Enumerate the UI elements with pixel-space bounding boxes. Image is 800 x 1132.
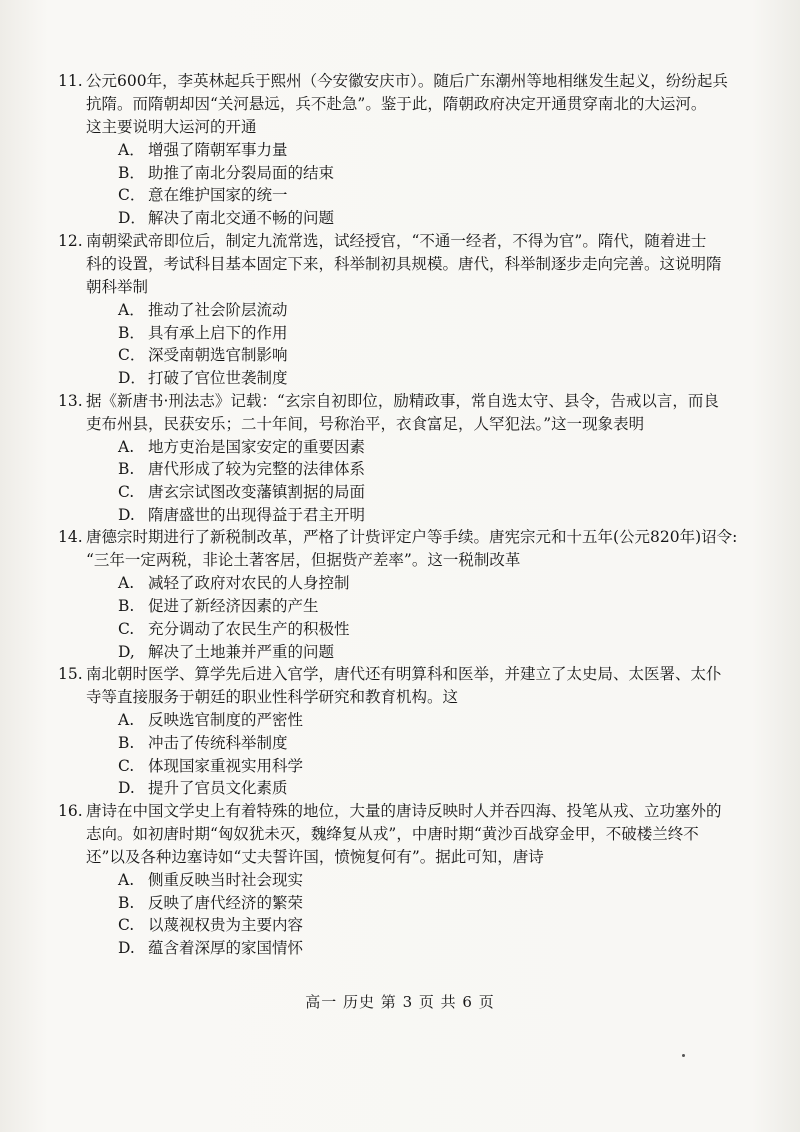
question-stem-text: 科的设置，考试科目基本固定下来，科举制初具规模。唐代，科举制逐步走向完善。这说明隋 [86, 254, 722, 273]
option-text: 深受南朝选官制影响 [148, 346, 288, 365]
option-text: 解决了南北交通不畅的问题 [148, 209, 335, 228]
question-list [58, 70, 738, 960]
answer-option [86, 367, 726, 390]
option-letter: A. [118, 871, 135, 890]
option-letter: D． [118, 209, 146, 228]
question-number: 12. [58, 231, 83, 250]
question-14 [58, 526, 738, 663]
option-text: 地方吏治是国家安定的重要因素 [148, 437, 366, 456]
option-letter: D. [118, 505, 135, 524]
answer-option [86, 777, 726, 800]
question-stem-line [86, 846, 726, 869]
question-stem-text: 南朝梁武帝即位后，制定九流常选，试经授官，“不通一经者，不得为官”。隋代，随着进士 [86, 231, 707, 250]
option-letter: B. [118, 893, 135, 912]
answer-option [86, 344, 726, 367]
question-stem-line [86, 686, 726, 709]
question-stem-line [58, 230, 726, 253]
answer-option [86, 207, 726, 230]
option-text: 意在维护国家的统一 [148, 186, 288, 205]
option-letter: A． [118, 300, 145, 319]
answer-option [86, 184, 726, 207]
option-text: 蕴含着深厚的家国情怀 [148, 939, 304, 958]
option-letter: D, [118, 642, 135, 661]
answer-option [86, 914, 726, 937]
option-letter: A. [118, 574, 135, 593]
option-text: 冲击了传统科举制度 [148, 733, 288, 752]
option-text: 体现国家重视实用科学 [148, 756, 304, 775]
question-stem-text: 唐德宗时期进行了新税制改革，严格了计赀评定户等手续。唐宪宗元和十五年(公元820年)诏令: [86, 528, 738, 547]
answer-option [86, 504, 726, 527]
question-stem-text: 志向。如初唐时期“匈奴犹未灭，魏绛复从戎”，中唐时期“黄沙百战穿金甲，不破楼兰终不 [86, 825, 699, 844]
answer-option [86, 641, 726, 664]
option-text: 打破了官位世袭制度 [148, 368, 288, 387]
option-text: 解决了土地兼并严重的问题 [148, 642, 335, 661]
option-text: 促进了新经济因素的产生 [148, 597, 319, 616]
question-stem-text: “三年一定两税，非论土著客居，但据赀产差率”。这一税制改革 [86, 551, 521, 570]
option-text: 反映选官制度的严密性 [148, 711, 304, 730]
question-16 [58, 800, 726, 960]
question-stem-line [86, 116, 726, 139]
question-12 [58, 230, 726, 390]
option-letter: B. [118, 733, 135, 752]
question-stem-line [58, 390, 726, 413]
answer-option [86, 139, 726, 162]
question-stem-text: 公元600年，李英林起兵于熙州（今安徽安庆市）。随后广东潮州等地相继发生起义，纷纷起兵 [86, 72, 728, 90]
option-letter: D. [118, 939, 135, 958]
question-stem-line [86, 413, 726, 436]
question-number: 13. [58, 391, 83, 410]
option-text: 反映了唐代经济的繁荣 [148, 893, 304, 912]
answer-option [86, 436, 726, 459]
question-stem-text: 唐诗在中国文学史上有着特殊的地位，大量的唐诗反映时人并吞四海、投笔从戎、立功塞外的 [86, 802, 722, 821]
option-letter: D． [118, 368, 146, 387]
option-text: 具有承上启下的作用 [148, 323, 288, 342]
question-stem-text: 还”以及各种边塞诗如“丈夫誓许国，愤惋复何有”。据此可知，唐诗 [86, 848, 544, 867]
question-stem-text: 吏布州县，民获安乐；二十年间，号称治平，衣食富足，人罕犯法。”这一现象表明 [86, 414, 645, 433]
option-letter: D. [118, 779, 135, 798]
option-text: 增强了隋朝军事力量 [148, 141, 288, 159]
option-text: 减轻了政府对农民的人身控制 [148, 574, 350, 593]
option-letter: C． [118, 186, 146, 205]
option-letter: B. [118, 460, 135, 479]
question-stem-line [58, 70, 728, 93]
question-stem-line [86, 823, 726, 846]
page-footer: 高一 历史 第 3 页 共 6 页 [305, 993, 495, 1011]
question-stem-text: 这主要说明大运河的开通 [86, 118, 257, 136]
answer-option [86, 322, 726, 345]
option-letter: C. [118, 619, 135, 638]
question-stem-line [86, 276, 726, 299]
question-15 [58, 663, 726, 800]
answer-option [86, 869, 726, 892]
option-text: 以蔑视权贵为主要内容 [148, 916, 304, 935]
question-number: 16. [58, 802, 83, 821]
option-text: 助推了南北分裂局面的结束 [148, 163, 335, 182]
option-text: 唐玄宗试图改变藩镇割据的局面 [148, 483, 366, 502]
answer-option [86, 618, 726, 641]
option-letter: B． [118, 163, 145, 182]
question-stem-line [86, 253, 726, 276]
question-13 [58, 390, 726, 527]
option-letter: A. [118, 437, 135, 456]
question-stem-text: 朝科举制 [86, 277, 149, 296]
answer-option [86, 892, 726, 915]
option-letter: C. [118, 756, 135, 775]
option-letter: B． [118, 323, 145, 342]
answer-option [86, 481, 726, 504]
option-letter: C． [118, 346, 146, 365]
question-stem-text: 南北朝时医学、算学先后进入官学，唐代还有明算科和医举，并建立了太史局、太医署、太仆 [86, 665, 722, 684]
paper-speck [682, 1054, 685, 1057]
option-text: 提升了官员文化素质 [148, 779, 288, 798]
answer-option [86, 732, 726, 755]
option-text: 侧重反映当时社会现实 [148, 871, 304, 890]
question-stem-line [86, 549, 726, 572]
answer-option [86, 755, 726, 778]
question-number: 15. [58, 665, 83, 684]
question-stem-line [58, 663, 726, 686]
option-letter: B. [118, 597, 135, 616]
answer-option [86, 937, 726, 960]
question-stem-text: 寺等直接服务于朝廷的职业性科学研究和教育机构。这 [86, 688, 459, 707]
answer-option [86, 595, 726, 618]
option-letter: A. [118, 711, 135, 730]
option-letter: C. [118, 483, 135, 502]
answer-option [86, 458, 726, 481]
option-text: 唐代形成了较为完整的法律体系 [148, 460, 366, 479]
question-number: 11. [58, 72, 83, 90]
answer-option [86, 572, 726, 595]
option-letter: C. [118, 916, 135, 935]
option-letter: A． [118, 141, 145, 159]
question-stem-text: 抗隋。而隋朝却因“关河悬远，兵不赴急”。鉴于此，隋朝政府决定开通贯穿南北的大运河。 [86, 95, 707, 113]
question-stem-text: 据《新唐书·刑法志》记载：“玄宗自初即位，励精政事，常自选太守、县令，告戒以言，而良 [86, 391, 719, 410]
question-stem-line [58, 800, 726, 823]
option-text: 推动了社会阶层流动 [148, 300, 288, 319]
answer-option [86, 709, 726, 732]
answer-option [86, 162, 726, 185]
option-text: 充分调动了农民生产的积极性 [148, 619, 350, 638]
answer-option [86, 299, 726, 322]
question-stem-line [58, 526, 738, 549]
question-number: 14. [58, 528, 83, 547]
option-text: 隋唐盛世的出现得益于君主开明 [148, 505, 366, 524]
question-11 [58, 70, 728, 230]
question-stem-line [86, 93, 726, 116]
